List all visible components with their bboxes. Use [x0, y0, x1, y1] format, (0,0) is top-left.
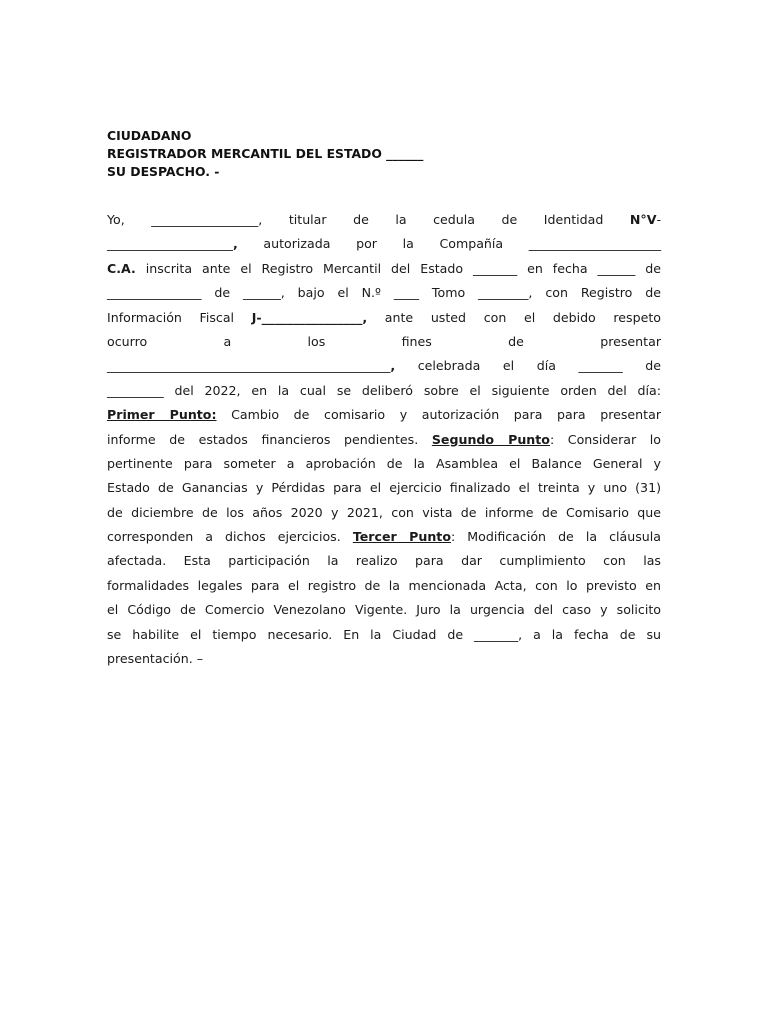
body-line [107, 403, 661, 427]
body-line: formalidades legales para el registro de la mencionada Acta, con lo previsto en [107, 577, 661, 593]
body-line: pertinente para someter a aprobación de la Asamblea el Balance General y [107, 455, 661, 471]
body-line: se habilite el tiempo necesario. En la Ciudad de _______, a la fecha de su [107, 626, 661, 642]
company-suffix: C.A. [107, 260, 136, 276]
third-point-label: Tercer Punto [352, 529, 451, 545]
id-label: N°V [629, 212, 657, 227]
body-line: presentación. – [107, 651, 204, 667]
text-segment: _____________________________________________ [107, 358, 391, 374]
text-segment: Cambio de comisario y autorización para para presentar [216, 407, 661, 423]
body-line: el Código de Comercio Venezolano Vigente. Juro la urgencia del caso y solicito [107, 602, 661, 618]
heading-registrar: REGISTRADOR MERCANTIL DEL ESTADO ______ [107, 146, 424, 161]
text-segment: : Considerar lo [549, 431, 661, 447]
body-line [107, 257, 661, 281]
text-segment: Información Fiscal [107, 309, 252, 325]
letter-heading [107, 127, 667, 181]
body-line: de diciembre de los años 2020 y 2021, con vista de informe de Comisario que [107, 504, 661, 520]
body-line: afectada. Esta participación la realizo para dar cumplimiento con las [107, 553, 661, 569]
text-segment: - [656, 212, 661, 227]
body-line: ocurro a los fines de presentar [107, 333, 661, 349]
body-line: _______________ de ______, bajo el N.º ____ Tomo ________, con Registro de [107, 285, 661, 301]
rif-field: J-________________, [251, 309, 368, 325]
body-line [107, 208, 661, 232]
body-line [107, 428, 661, 452]
body-line [107, 306, 661, 330]
heading-office: SU DESPACHO. - [107, 164, 220, 179]
text-segment: , [232, 236, 238, 252]
text-segment: ante usted con el debido respeto [367, 309, 662, 325]
first-point-label: Primer Punto: [107, 407, 217, 423]
heading-addressee: CIUDADANO [107, 128, 192, 143]
text-segment: celebrada el día _______ de [395, 358, 661, 374]
body-line: Estado de Ganancias y Pérdidas para el ejercicio finalizado el treinta y uno (31) [107, 480, 661, 496]
text-segment: corresponden a dichos ejercicios. [107, 529, 353, 545]
text-segment: ____________________ [107, 236, 233, 252]
body-line [107, 354, 661, 378]
text-segment: , [390, 358, 396, 374]
letter-body [107, 208, 661, 671]
text-segment: inscrita ante el Registro Mercantil del Estado _______ en fecha ______ de [135, 260, 661, 276]
second-point-label: Segundo Punto [431, 431, 550, 447]
body-line [107, 525, 661, 549]
text-segment: informe de estados financieros pendientes. [107, 431, 432, 447]
body-line: _________ del 2022, en la cual se deliberó sobre el siguiente orden del día: [107, 382, 661, 398]
text-segment: autorizada por la Compañía _____________________ [237, 236, 661, 252]
text-segment: Yo, _________________, titular de la cedula de Identidad [107, 212, 630, 227]
text-segment: : Modificación de la cláusula [450, 529, 662, 545]
body-line [107, 232, 661, 256]
